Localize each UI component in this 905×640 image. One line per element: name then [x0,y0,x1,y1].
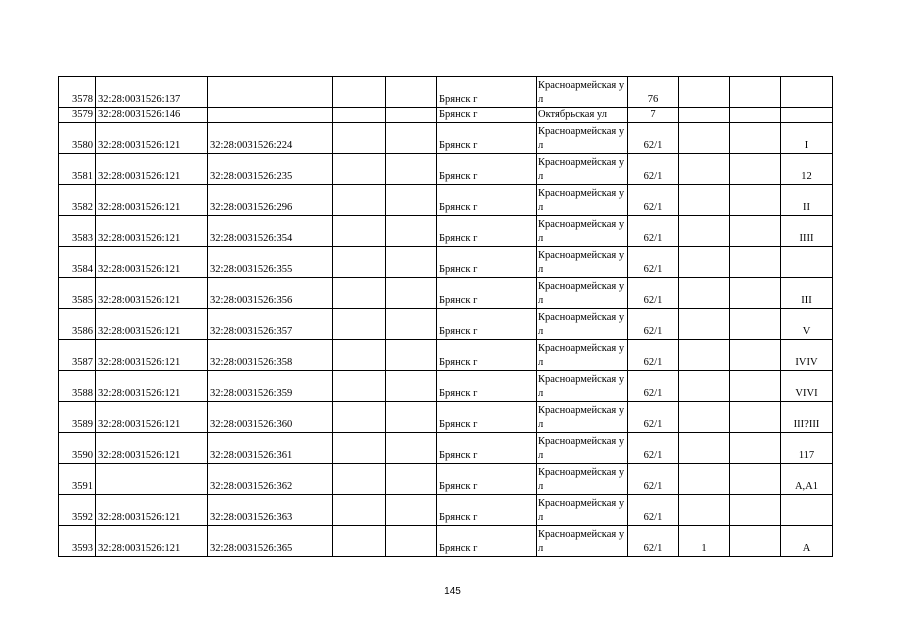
object-cadastral-number-cell: 32:28:0031526:235 [208,154,333,185]
street-cell: Красноармейская ул [537,340,628,371]
house-number-cell: 62/1 [628,185,679,216]
city-cell: Брянск г [437,185,537,216]
building-cell [679,464,730,495]
empty-cell [386,278,437,309]
unit-number-cell: А [781,526,833,557]
empty-cell [386,123,437,154]
object-cadastral-number-cell [208,108,333,123]
street-cell: Красноармейская ул [537,154,628,185]
cadastral-number-cell: 32:28:0031526:121 [96,278,208,309]
building-cell [679,216,730,247]
empty-cell [730,216,781,247]
row-number-cell: 3591 [59,464,96,495]
row-number-cell: 3589 [59,402,96,433]
object-cadastral-number-cell: 32:28:0031526:357 [208,309,333,340]
city-cell: Брянск г [437,216,537,247]
row-number-cell: 3585 [59,278,96,309]
empty-cell [386,402,437,433]
unit-number-cell [781,247,833,278]
street-cell: Красноармейская ул [537,495,628,526]
building-cell [679,433,730,464]
table-row [59,433,833,464]
object-cadastral-number-cell: 32:28:0031526:363 [208,495,333,526]
empty-cell [333,185,386,216]
empty-cell [333,402,386,433]
house-number-cell: 62/1 [628,123,679,154]
unit-number-cell: II [781,185,833,216]
empty-cell [730,340,781,371]
empty-cell [386,108,437,123]
empty-cell [730,185,781,216]
row-number-cell: 3590 [59,433,96,464]
empty-cell [386,185,437,216]
empty-cell [386,154,437,185]
table-row [59,216,833,247]
city-cell: Брянск г [437,526,537,557]
unit-number-cell: 117 [781,433,833,464]
street-cell: Красноармейская ул [537,464,628,495]
table-row [59,77,833,108]
object-cadastral-number-cell: 32:28:0031526:360 [208,402,333,433]
empty-cell [386,216,437,247]
object-cadastral-number-cell: 32:28:0031526:224 [208,123,333,154]
house-number-cell: 62/1 [628,433,679,464]
city-cell: Брянск г [437,340,537,371]
city-cell: Брянск г [437,371,537,402]
empty-cell [386,371,437,402]
object-cadastral-number-cell: 32:28:0031526:365 [208,526,333,557]
unit-number-cell: VIVI [781,371,833,402]
registry-table-body [59,77,833,557]
empty-cell [386,526,437,557]
empty-cell [333,433,386,464]
unit-number-cell [781,77,833,108]
street-cell: Красноармейская ул [537,278,628,309]
registry-table [58,76,833,557]
street-cell: Красноармейская ул [537,526,628,557]
empty-cell [730,402,781,433]
cadastral-number-cell: 32:28:0031526:121 [96,340,208,371]
table-row [59,185,833,216]
unit-number-cell: А,А1 [781,464,833,495]
object-cadastral-number-cell: 32:28:0031526:358 [208,340,333,371]
object-cadastral-number-cell: 32:28:0031526:361 [208,433,333,464]
cadastral-number-cell: 32:28:0031526:121 [96,402,208,433]
street-cell: Красноармейская ул [537,123,628,154]
building-cell [679,402,730,433]
empty-cell [333,154,386,185]
table-row [59,526,833,557]
row-number-cell: 3587 [59,340,96,371]
city-cell: Брянск г [437,309,537,340]
empty-cell [386,309,437,340]
building-cell [679,278,730,309]
cadastral-number-cell: 32:28:0031526:121 [96,433,208,464]
unit-number-cell: IIII [781,216,833,247]
unit-number-cell: V [781,309,833,340]
building-cell [679,247,730,278]
cadastral-number-cell: 32:28:0031526:121 [96,247,208,278]
object-cadastral-number-cell: 32:28:0031526:362 [208,464,333,495]
empty-cell [386,247,437,278]
cadastral-number-cell [96,464,208,495]
city-cell: Брянск г [437,278,537,309]
building-cell [679,371,730,402]
cadastral-number-cell: 32:28:0031526:121 [96,123,208,154]
house-number-cell: 62/1 [628,247,679,278]
house-number-cell: 76 [628,77,679,108]
house-number-cell: 62/1 [628,154,679,185]
row-number-cell: 3583 [59,216,96,247]
city-cell: Брянск г [437,402,537,433]
object-cadastral-number-cell: 32:28:0031526:355 [208,247,333,278]
street-cell: Красноармейская ул [537,185,628,216]
empty-cell [333,495,386,526]
cadastral-number-cell: 32:28:0031526:121 [96,526,208,557]
table-row [59,309,833,340]
empty-cell [333,526,386,557]
city-cell: Брянск г [437,433,537,464]
cadastral-number-cell: 32:28:0031526:146 [96,108,208,123]
building-cell [679,154,730,185]
cadastral-number-cell: 32:28:0031526:121 [96,309,208,340]
empty-cell [730,464,781,495]
empty-cell [386,464,437,495]
empty-cell [730,371,781,402]
table-row [59,123,833,154]
house-number-cell: 62/1 [628,340,679,371]
empty-cell [730,309,781,340]
empty-cell [333,340,386,371]
house-number-cell: 62/1 [628,309,679,340]
house-number-cell: 62/1 [628,278,679,309]
table-row [59,340,833,371]
empty-cell [333,371,386,402]
empty-cell [333,216,386,247]
object-cadastral-number-cell [208,77,333,108]
building-cell: 1 [679,526,730,557]
empty-cell [333,77,386,108]
row-number-cell: 3580 [59,123,96,154]
house-number-cell: 62/1 [628,371,679,402]
empty-cell [730,247,781,278]
unit-number-cell: III?III [781,402,833,433]
building-cell [679,309,730,340]
unit-number-cell [781,108,833,123]
empty-cell [730,77,781,108]
row-number-cell: 3578 [59,77,96,108]
cadastral-number-cell: 32:28:0031526:121 [96,216,208,247]
table-row [59,464,833,495]
row-number-cell: 3588 [59,371,96,402]
row-number-cell: 3582 [59,185,96,216]
empty-cell [333,278,386,309]
empty-cell [730,433,781,464]
table-row [59,108,833,123]
building-cell [679,185,730,216]
unit-number-cell: I [781,123,833,154]
building-cell [679,495,730,526]
table-row [59,402,833,433]
building-cell [679,340,730,371]
unit-number-cell [781,495,833,526]
empty-cell [386,495,437,526]
row-number-cell: 3584 [59,247,96,278]
building-cell [679,77,730,108]
row-number-cell: 3592 [59,495,96,526]
empty-cell [730,123,781,154]
empty-cell [386,77,437,108]
empty-cell [333,108,386,123]
object-cadastral-number-cell: 32:28:0031526:356 [208,278,333,309]
city-cell: Брянск г [437,247,537,278]
empty-cell [730,278,781,309]
cadastral-number-cell: 32:28:0031526:121 [96,154,208,185]
empty-cell [386,433,437,464]
street-cell: Красноармейская ул [537,77,628,108]
house-number-cell: 62/1 [628,495,679,526]
city-cell: Брянск г [437,495,537,526]
empty-cell [333,123,386,154]
page-number: 145 [444,586,461,597]
unit-number-cell: IVIV [781,340,833,371]
city-cell: Брянск г [437,77,537,108]
street-cell: Красноармейская ул [537,433,628,464]
table-row [59,278,833,309]
empty-cell [730,495,781,526]
unit-number-cell: 12 [781,154,833,185]
row-number-cell: 3593 [59,526,96,557]
empty-cell [333,309,386,340]
row-number-cell: 3579 [59,108,96,123]
object-cadastral-number-cell: 32:28:0031526:354 [208,216,333,247]
row-number-cell: 3581 [59,154,96,185]
building-cell [679,108,730,123]
street-cell: Красноармейская ул [537,309,628,340]
city-cell: Брянск г [437,108,537,123]
empty-cell [386,340,437,371]
house-number-cell: 62/1 [628,464,679,495]
empty-cell [730,108,781,123]
table-row [59,371,833,402]
street-cell: Красноармейская ул [537,402,628,433]
cadastral-number-cell: 32:28:0031526:121 [96,371,208,402]
table-row [59,154,833,185]
empty-cell [730,526,781,557]
object-cadastral-number-cell: 32:28:0031526:359 [208,371,333,402]
house-number-cell: 62/1 [628,216,679,247]
street-cell: Красноармейская ул [537,247,628,278]
city-cell: Брянск г [437,123,537,154]
unit-number-cell: III [781,278,833,309]
city-cell: Брянск г [437,154,537,185]
table-row [59,247,833,278]
house-number-cell: 7 [628,108,679,123]
empty-cell [333,247,386,278]
cadastral-number-cell: 32:28:0031526:121 [96,185,208,216]
street-cell: Красноармейская ул [537,371,628,402]
house-number-cell: 62/1 [628,402,679,433]
house-number-cell: 62/1 [628,526,679,557]
street-cell: Красноармейская ул [537,216,628,247]
street-cell: Октябрьская ул [537,108,628,123]
row-number-cell: 3586 [59,309,96,340]
empty-cell [333,464,386,495]
building-cell [679,123,730,154]
cadastral-number-cell: 32:28:0031526:137 [96,77,208,108]
city-cell: Брянск г [437,464,537,495]
object-cadastral-number-cell: 32:28:0031526:296 [208,185,333,216]
cadastral-number-cell: 32:28:0031526:121 [96,495,208,526]
table-row [59,495,833,526]
empty-cell [730,154,781,185]
